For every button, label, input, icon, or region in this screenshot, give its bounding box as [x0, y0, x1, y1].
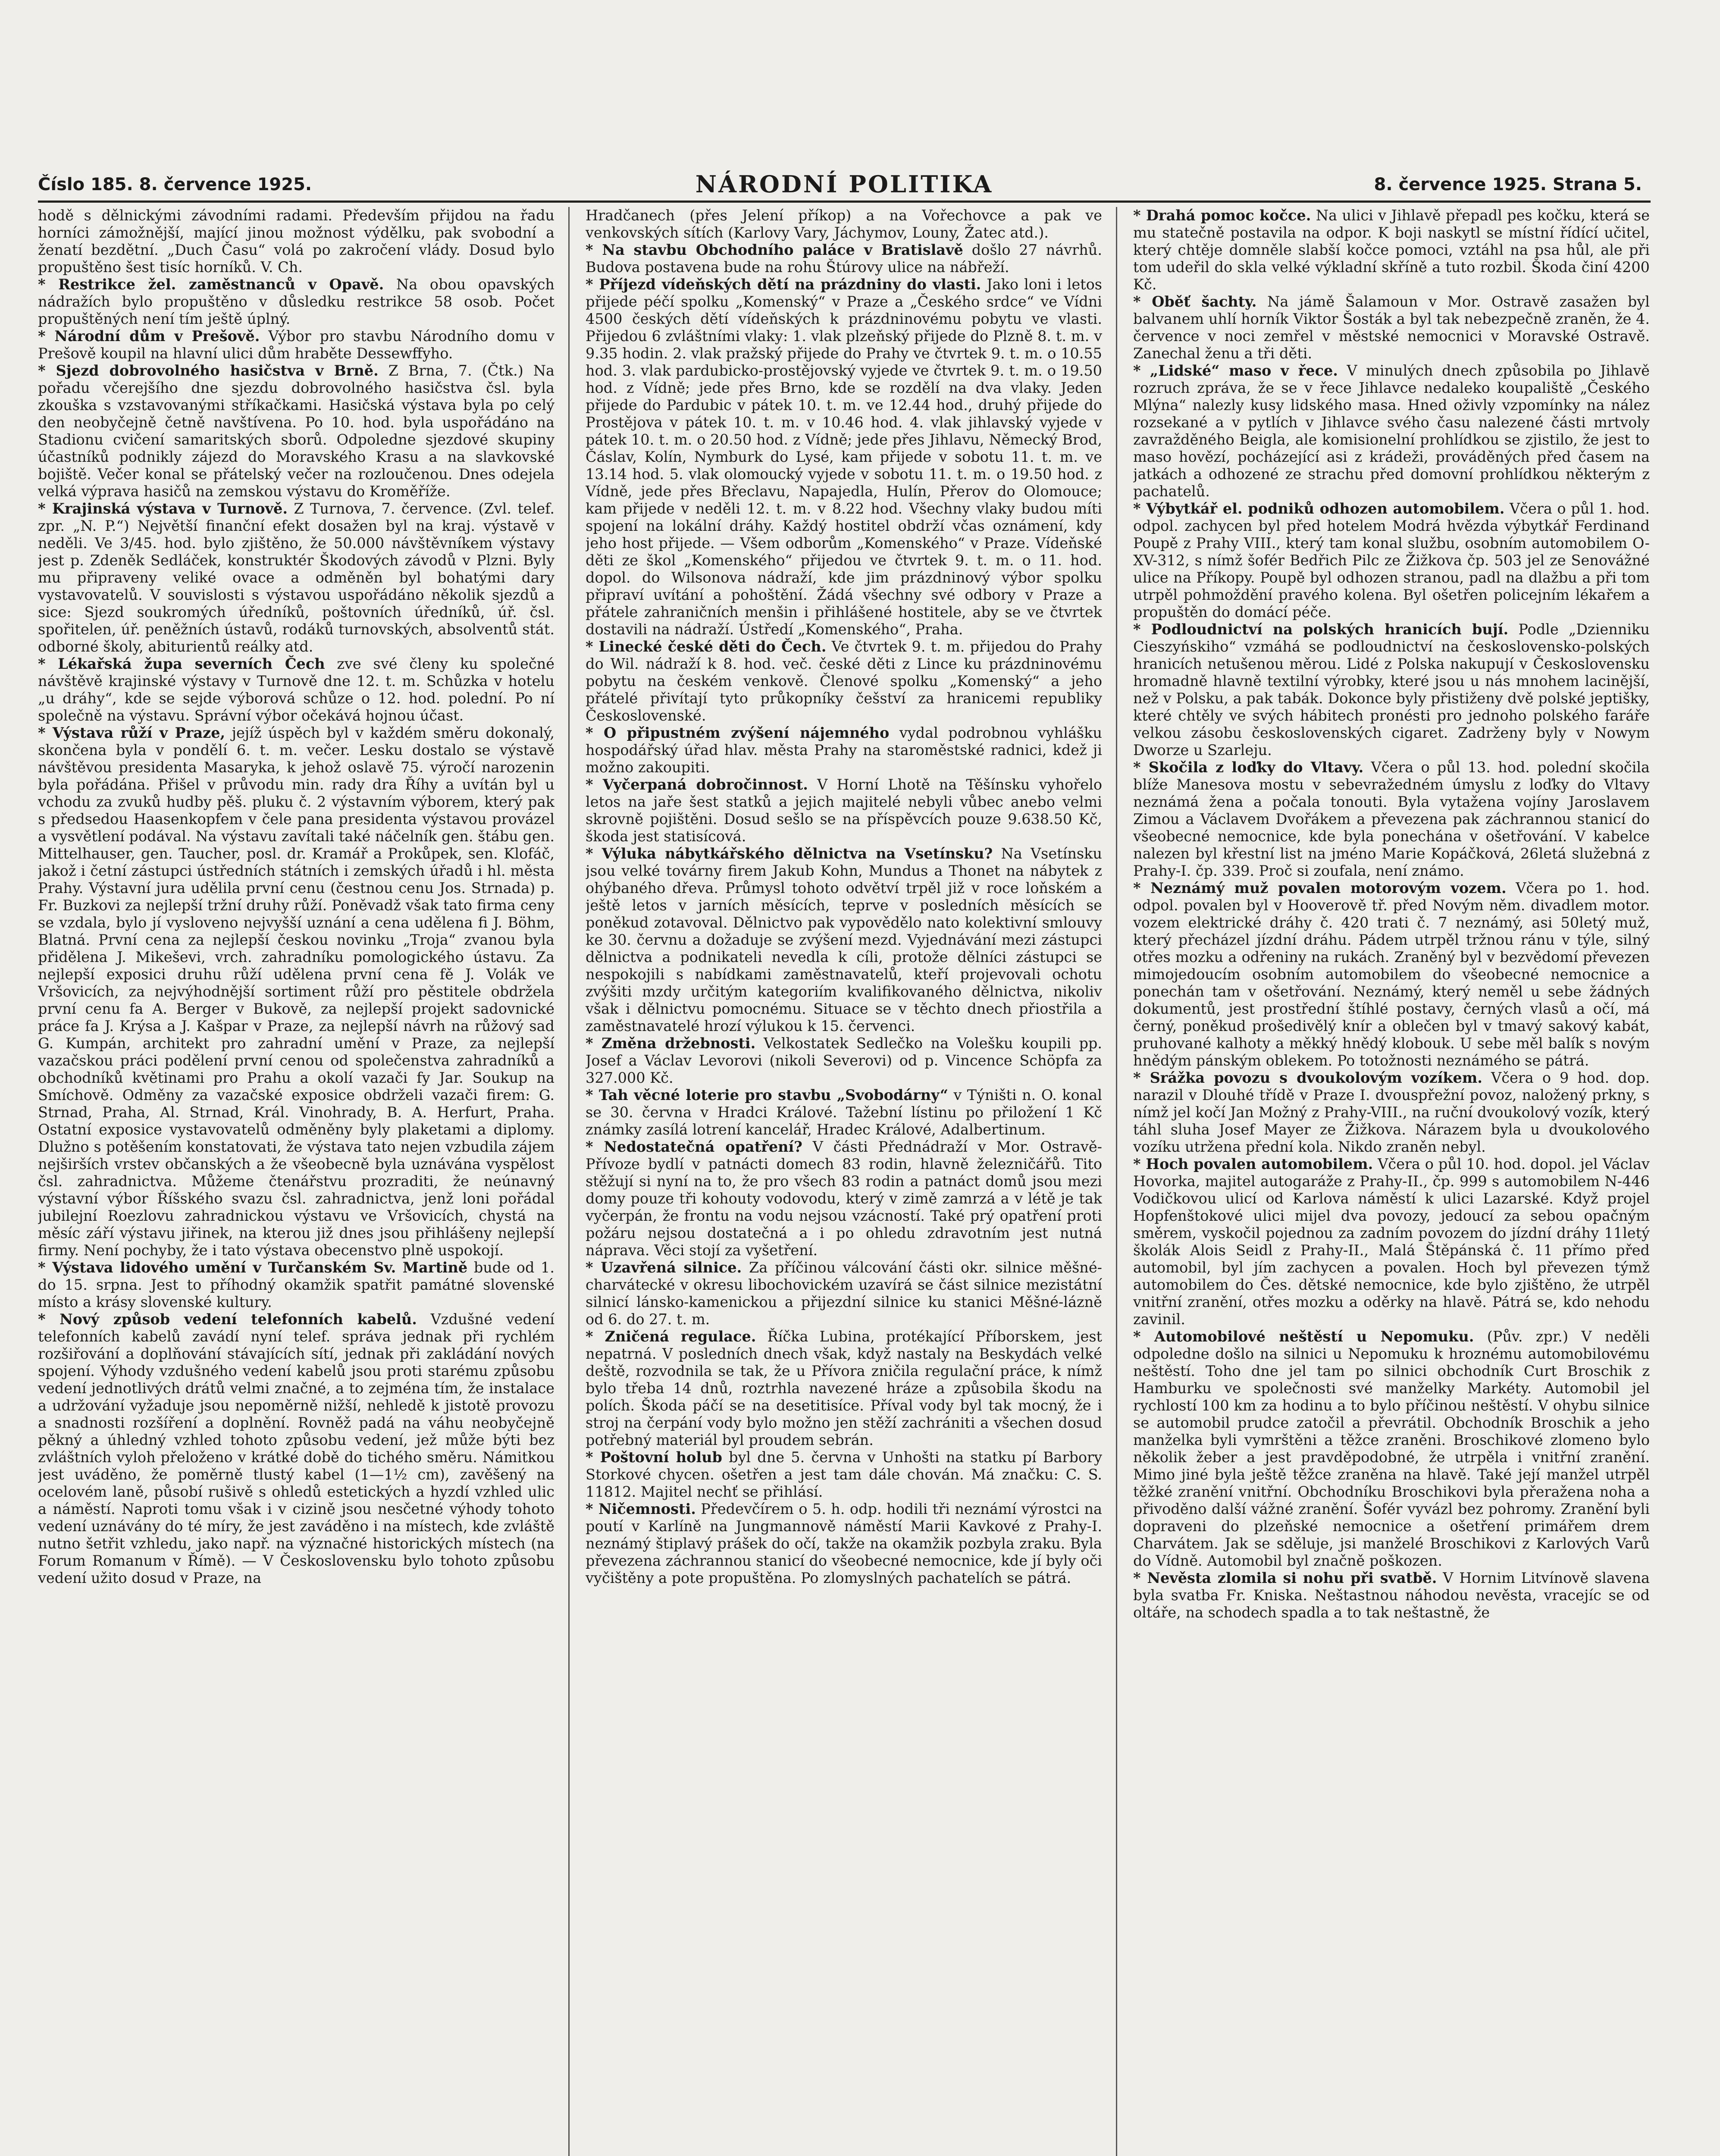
news-body: V Hornim Litvínově slavena byla svatba Fr. Kniska. Neštastnou náhodou nevěsta, vracejíc se od oltáře, na schodech spadla a to tak neštastně, že — [1133, 1570, 1650, 1621]
news-body: Výbor pro stavbu Národního domu v Prešově koupil na hlavní ulici dům hraběte Dessewffyho. — [38, 328, 555, 362]
news-headline: * Lékařská župa severních Čech — [38, 655, 325, 672]
news-body: hodě s dělnickými závodními radami. Především přijdou na řadu horníci zámožnější, mající jinou možnost výdělku, pak svobodní a ženatí bezdětní. „Duch Času“ volá po zakročení vlády. Dosud bylo propuštěno šest tisíc horníků. V. Ch. — [38, 207, 555, 276]
news-item — [1133, 293, 1650, 362]
news-headline: * Na stavbu Obchodního paláce v Bratislavě — [586, 241, 963, 258]
newspaper-page — [38, 129, 1651, 2156]
news-body: vydal podrobnou vyhlášku hospodářský úřad hlav. města Prahy na staroměstské radnici, kdež ji možno zakoupiti. — [586, 724, 1102, 776]
news-body: byl dne 5. června v Unhošti na statku pí Barbory Storkové chycen. ošetřen a jest tam dále chován. Má značku: C. S. 11812. Majitel nechť se přihlásí. — [586, 1449, 1102, 1500]
news-body: jejíž úspěch byl v každém směru dokonalý, skončena byla v pondělí 6. t. m. večer. Lesku dostalo se výstavě návštěvou presidenta Masaryka, k jehož oslavě 75. výročí narozenin byla pořádána. Přišel v průvodu min. rady dra Říhy a uvítán byl u vchodu za zvuků hudby pěš. pluku č. 2 výstavním výborem, který pak s předsedou Haasenkopfem v čele pana presidenta výstavou provázel a vysvětlení podával. Na výstavu zavítali také náčelník gen. štábu gen. Mittelhauser, gen. Taucher, posl. dr. Kramář a Prokůpek, sen. Klofáč, jakož i četní zástupci ústředních státních i zemských úřadů i hl. města Prahy. Výstavní jura udělila první cenu (čestnou cenu Jos. Strnada) p. Fr. Buzkovi za nejlepší tržní druhy růží. Poněvadž však tato firma ceny se vzdala, bylo jí vysloveno nejvyšší uznání a cena udělena fi J. Böhm, Blatná. První cena za nejlepší českou novinku „Troja“ zvanou byla přidělena J. Mikeševi, vrch. zahradníku pomologického ústavu. Za nejlepší exposici druhu růží udělena první cena fě J. Volák ve Vršovicích, za nejvýhodnější sortiment růží pro pěstitele obdržela první cenu fa A. Berger v Bukově, za nejlepší projekt sadovnické práce fa J. Krýsa a J. Kašpar v Praze, za nejlepší návrh na růžový sad G. Kumpán, architekt pro zahradní umění v Praze, za nejlepší vazačskou práci podělení první cenou od společenstva zahradníků a obchodníků květinami pro Prahu a okolí vazači fy Jar. Soukup na Smíchově. Odměny za vazačské exposice obdrželi vazači firem: G. Strnad, Praha, Al. Strnad, Král. Vinohrady, B. A. Herfurt, Praha. Ostatní exposice vystavovatelů odměněny byly plaketami a diplomy. Dlužno s potěšením konstatovati, že výstava tato nejen vzbudila zájem nejširších vrstev občanských a že všeobecně byla uznávána vyspělost čsl. zahradnictva. Můžeme čtenářstvu prozraditi, že neúnavný výstavní výbor Říšského svazu čsl. zahradnictva, jenž loni pořádal jubilejní Roezlovu zahradnickou výstavu ve Vršovicích, chystá na měsíc září výstavu jiřinek, na kterou již dnes jsou přihlášeny nejlepší firmy. Není pochyby, že i tato výstava obecenstvo plně uspokojí. — [38, 724, 555, 1259]
news-headline: * Sjezd dobrovolného hasičstva v Brně. — [38, 362, 379, 379]
news-headline: * Národní dům v Prešově. — [38, 328, 260, 345]
news-item — [586, 1035, 1102, 1087]
news-headline: * Ničemnosti. — [586, 1501, 696, 1517]
news-item — [1133, 1328, 1650, 1570]
news-item — [38, 276, 555, 328]
news-headline: * Restrikce žel. zaměstnanců v Opavě. — [38, 276, 384, 293]
news-body: (Pův. zpr.) V neděli odpoledne došlo na silnici u Nepomuku k hroznému automobilovému neštěstí. Toho dne jel tam po silnici obchodník Curt Broschik z Hamburku ve společnosti své manželky Markéty. Automobil jel rychlostí 100 km za hodinu a to bylo příčinou neštěstí. V ohybu silnice se automobil prudce zatočil a převrátil. Obchodník Broschik a jeho manželka byli vymrštěni a těžce zraněni. Broschikové zlomeno bylo několik žeber a jest pravděpodobné, že utrpěla i vnitřní zranění. Mimo jiné byla ještě těžce zraněna na hlavě. Také její manžel utrpěl těžké zranění vnitřní. Obchodníku Broschikovi byla přeražena noha a přivoděno další vážné zranění. Šofér vyvázl bez pohromy. Zranění byli dopraveni do plzeňské nemocnice a ošetření primářem drem Charvátem. Jak se sděluje, jsi manželé Broschikovi z Karlových Varů do Vídně. Automobil byl značně poškozen. — [1133, 1328, 1650, 1569]
news-item — [586, 1449, 1102, 1501]
news-item — [38, 207, 555, 276]
news-headline: * Výstava lidového umění v Turčanském Sv. Martině — [38, 1259, 468, 1276]
news-body: zve své členy ku společné návštěvě krajinské výstavy v Turnově dne 12. t. m. Schůzka v hotelu „u dráhy“, kde se sejde výborová schůze o 12. hod. polední. Po ní společně na výstavu. Správní výbor očekává hojnou účast. — [38, 655, 555, 724]
news-body: Na obou opavských nádražích bylo propuštěno v důsledku restrikce 58 osob. Počet propuštěných není tím ještě úplný. — [38, 276, 555, 327]
news-body: v Týništi n. O. konal se 30. června v Hradci Králové. Tažební lístinu po přiložení 1 Kč známky zasílá lotrení kancelář, Hradec Králové, Adalbertinum. — [586, 1087, 1102, 1138]
news-body: bude od 1. do 15. srpna. Jest to příhodný okamžik spatřit památné slovenské místo a krásy slovenské kultury. — [38, 1259, 555, 1310]
news-headline: * O připustném zvýšení nájemného — [586, 724, 890, 741]
news-headline: * Skočila z loďky do Vltavy. — [1133, 759, 1364, 776]
news-item — [586, 776, 1102, 845]
news-body: Za příčinou válcování části okr. silnice měšné-charvátecké v okresu libochovickém uzavírá se část silnice mezistátní silnicí lánsko-kamenickou a přijezdní silnice ku stanici Měšné-lázně od 6. do 27. t. m. — [586, 1259, 1102, 1328]
news-headline: * Srážka povozu s dvoukolovým vozíkem. — [1133, 1069, 1482, 1086]
column-divider — [568, 207, 570, 2156]
news-item — [38, 1311, 555, 1587]
news-body: Předevčírem o 5. h. odp. hodili tři neznámí výrostci na poutí v Karlíně na Jungmannově náměstí Marii Kavkové z Prahy-I. neznámý štiplavý prášek do očí, takže na okamžik pozbyla zraku. Byla převezena záchrannou stanicí do všeobecné nemocnice, kde jí byly oči vyčištěny a pote propuštěna. Po zlomyslných pachatelích se pátrá. — [586, 1501, 1102, 1586]
news-headline: * Neznámý muž povalen motorovým vozem. — [1133, 880, 1507, 896]
news-headline: * Příjezd vídeňských dětí na prázdniny do vlasti. — [586, 276, 981, 293]
news-body: Z Turnova, 7. července. (Zvl. telef. zpr. „N. P.“) Největší finanční efekt dosažen byl na kraj. výstavě v neděli. Ve 3/45. hod. bylo zjištěno, že 50.000 návštěvníkem výstavy jest p. Zdeněk Sedláček, konstruktér Škodových závodů v Plzni. Byly mu připraveny veliké ovace a odměněn byl bohatými dary vystavovatelů. V souvislosti s výstavou uspořádáno několik sjezdů a sice: Sjezd soukromých úředníků, poštovních úředníků, úř. čsl. spořitelen, úř. peněžních ústavů, rodáků turnovských, absolventů stát. odborné školy, abiturientů reálky atd. — [38, 500, 555, 655]
news-headline: * Uzavřená silnice. — [586, 1259, 742, 1276]
text-column-2 — [586, 207, 1102, 2156]
news-body: Říčka Lubina, protékající Příborskem, jest nepatrná. V posledních dnech však, když nastaly na Beskydách velké deště, rozvodnila se tak, že u Přívora zničila regulační práce, k nímž bylo třeba 14 dnů, roztrhla navezené hráze a způsobila škodu na polích. Škoda páčí se na desetitisíce. Příval vody byl tak mocný, že i stroj na čerpání vody bylo možno jen stěží zachrániti a všechen dosud potřebný materiál byl proudem sebrán. — [586, 1328, 1102, 1448]
news-item — [38, 655, 555, 724]
news-item — [38, 362, 555, 500]
news-body: Na ulici v Jihlavě přepadl pes kočku, která se mu statečně postavila na odpor. K boji naskytl se místní řídící učitel, který chtěje domněle slabší kočce pomoci, vztáhl na psa hůl, ale při tom udeřil do skla velké výkladní skříně a tuto rozbil. Škoda činí 4200 Kč. — [1133, 207, 1650, 293]
page-header — [38, 170, 1651, 201]
news-headline: * Tah věcné loterie pro stavbu „Svobodárny“ — [586, 1087, 949, 1103]
news-item — [586, 1328, 1102, 1449]
news-headline: * Výstava růží v Praze, — [38, 724, 226, 741]
news-headline: * Výbytkář el. podniků odhozen automobilem. — [1133, 500, 1505, 517]
news-body: Z Brna, 7. (Čtk.) Na pořadu včerejšího dne sjezdu dobrovolného hasičstva čsl. byla zkouška s vzstavovanými stříkačkami. Hasičská výstava byla po celý den neobyčejně četně navštívena. Po 10. hod. byla uspořádáno na Stadionu cvičení samaritských sborů. Odpoledne sjezdové skupiny účastníků podnikly zájezd do Moravského Krasu a na slavkovské bojiště. Večer konal se přátelský večer na rozloučenou. Dnes odejela velká výprava hasičů na zemskou výstavu do Kroměříže. — [38, 362, 555, 500]
news-body: Na Vsetínsku jsou velké továrny firem Jakub Kohn, Mundus a Thonet na nábytek z ohýbaného dřeva. Průmysl tohoto odvětví trpěl již v roce loňském a ještě letos v jarních měsících, teprve v posledních měsících se poněkud zotavoval. Dělnictvo pak vypovědělo nato kolektivní smlouvy ke 30. červnu a dožaduje se zvýšení mezd. Vyjednávání mezi zástupci dělnictva a podnikateli nevedla k cíli, protože dělníci zástupci se nespokojili s nabídkami zaměstnavatelů, kteří projevovali ochotu zvýšiti mzdy určitým kategoriím kvalifikovaného dělnictva, nikoliv však i dělnictvu pomocnému. Situace se v těchto dnech přiostřila a zaměstnavatelé hrozí výlukou k 15. červenci. — [586, 845, 1102, 1034]
news-headline: * Vyčerpaná dobročinnost. — [586, 776, 808, 793]
news-body: V minulých dnech způsobila po Jihlavě rozruch zpráva, že se v řece Jihlavce nedaleko koupaliště „Českého Mlýna“ nalezly kusy lidského masa. Hned oživly vzpomínky na nález rozsekané a v pytlích v Jihlavce svého času nalezené části mrtvoly zavražděného Beigla, ale komisionelní prohlídkou se zjistilo, že jest to maso hovězí, pocházející asi z krádeži, prováděných před časem na jatkách a odhozené ze strachu před domovní prohlídkou některým z pachatelů. — [1133, 362, 1650, 500]
news-body: Včera o půl 13. hod. polední skočila blíže Manesova mostu v sebevražedném úmyslu z loďky do Vltavy neznámá žena a počala tonouti. Byla vytažena vojíny Jaroslavem Zimou a Václavem Dvořákem a převezena pak záchrannou stanicí do všeobecné nemocnice, kde byla ponechána v ošetřování. V kabelce nalezen byl křestní list na jméno Marie Kopáčková, 26letá služebná z Prahy-I. čp. 339. Proč si zoufala, není známo. — [1133, 759, 1650, 879]
news-item — [1133, 1156, 1650, 1328]
news-item — [586, 1138, 1102, 1259]
news-headline: * Automobilové neštěstí u Nepomuku. — [1133, 1328, 1474, 1345]
news-body: Vzdušné vedení telefonních kabelů zavádí nyní telef. správa jednak při rychlém rozšiřování a doplňování stávajících sítí, jednak při zakládání nových spojení. Výhody vzdušného vedení kabelů jsou proti starému způsobu vedení jednotlivých drátů velmi značné, a to zejména tím, že instalace a udržování vyžaduje jsou nepoměrně nižší, nehledě k jistotě provozu a snadnosti rozšíření a doplnění. Rovněž padá na váhu neobyčejně pěkný a úhledný vzhled tohoto způsobu vedení, jež může býti bez zvláštních vyloh přeloženo v krátké době do tichého směru. Námitkou jest uváděno, že poměrně tlustý kabel (1—1½ cm), zavěšený na ocelovém laně, působí rušivě s ohledů estetických a hyzdí vzhled ulic a náměstí. Naproti tomu však i v cizině jsou nesčetné výhody tohoto vedení uznávány do té míry, že jest zaváděno i na místech, kde zvláště nutno šetřit vzhledu, jako např. na význačné historických místech (na Forum Romanum v Římě). — V Československu bylo tohoto způsobu vedení užito dosud v Praze, na — [38, 1311, 555, 1586]
column-divider — [1116, 207, 1117, 2156]
news-headline: * Nový způsob vedení telefonních kabelů. — [38, 1311, 417, 1328]
news-body: Jako loni i letos přijede péčí spolku „Komenský“ v Praze a „Českého srdce“ ve Vídni 4500 českých dětí vídeňských k prázdninovému pobytu ve vlasti. Přijedou 6 zvláštními vlaky: 1. vlak plzeňský přijede do Plzně 8. t. m. v 9.35 hodin. 2. vlak pražský přijede do Prahy ve čtvrtek 9. t. m. o 10.55 hod. 3. vlak pardubicko-prostějovský vyjede ve čtvrtek 9. t. m. o 19.50 hod. z Vídně; jede přes Brno, kde se rozdělí na dva vlaky. Jeden přijede do Pardubic v pátek 10. t. m. ve 12.44 hod., druhý přijede do Prostějova v pátek 10. t. m. v 10.46 hod. 4. vlak jihlavský vyjede v pátek 10. t. m. o 20.50 hod. z Vídně; jede přes Jihlavu, Německý Brod, Čáslav, Kolín, Nymburk do Lysé, kam přijede v sobotu 11. t. m. ve 13.14 hod. 5. vlak olomoucký vyjede v sobotu 11. t. m. o 19.50 hod. z Vídně, jede přes Břeclavu, Napajedla, Hulín, Přerov do Olomouce; kam přijede v neděli 12. t. m. v 8.22 hod. Všechny vlaky budou míti spojení na lokální dráhy. Každý hostitel obdrží včas oznámení, kdy jeho host přijede. — Všem odborům „Komenského“ v Praze. Vídeňské děti ze škol „Komenského“ přijedou ve čtvrtek 9. t. m. o 11. hod. dopol. do Wilsonova nádraží, kde jim prázdninový výbor spolku připraví uvítání a pohoštění. Žádá všechny své odbory v Praze a přátele zahraničních menšin i přihlášené hostitele, aby se ve čtvrtek dostavili na nádraží. Ústředí „Komenského“, Praha. — [586, 276, 1102, 638]
news-body: Ve čtvrtek 9. t. m. přijedou do Prahy do Wil. nádraží k 8. hod. več. české děti z Lince ku prázdninovému pobytu na českém venkově. Členové spolku „Komenský“ a jeho přátelé přivítají tyto průkopníky češství za hranicemi republiky Československé. — [586, 638, 1102, 724]
news-item — [1133, 500, 1650, 621]
news-item — [38, 724, 555, 1259]
news-body: Hradčanech (přes Jelení příkop) a na Vořechovce a pak ve venkovských sítích (Karlovy Vary, Jáchymov, Louny, Žatec atd.). — [586, 207, 1102, 241]
news-body: Podle „Dzienniku Cieszyńskiho“ vzmáhá se podloudnictví na československo-polských hranicích netušenou měrou. Lidé z Polska nakupují v Československu hromadně hlavně textilní výrobky, které jsou u nás mnohem lacinější, než v Polsku, a pak tabák. Dokonce byly přistiženy dvě polské jeptišky, které chtěly ve svých hábitech pronésti pro jednoho polského faráře velkou zásobu československých cigaret. Zadrženy byly v Nowym Dworze u Szarleju. — [1133, 621, 1650, 758]
news-body: V Horní Lhotě na Těšínsku vyhořelo letos na jaře šest statků a jejich majitelé nebyli vůbec anebo velmi skrovně pojištěni. Dosud sešlo se na příspěvcích pouze 9.638.50 Kč, škoda jest statisícová. — [586, 776, 1102, 845]
text-column-3 — [1133, 207, 1650, 2156]
news-headline: * Oběť šachty. — [1133, 293, 1257, 310]
news-item — [586, 1501, 1102, 1587]
news-headline: * Výluka nábytkářského dělnictva na Vsetínsku? — [586, 845, 993, 862]
news-item — [586, 276, 1102, 638]
news-body: Včera o 9 hod. dop. narazil v Dlouhé třídě v Praze I. dvouspřežní povoz, naložený prkny, s nímž jel kočí Jan Možný z Prahy-VIII., na ruční dvoukolový vozík, který táhl sluha Josef Mayer ze Žižkova. Nárazem byla u dvoukolového vozíku utržena přední kola. Nikdo zraněn nebyl. — [1133, 1069, 1650, 1155]
news-item — [1133, 207, 1650, 293]
news-item — [1133, 1570, 1650, 1621]
news-item — [38, 500, 555, 655]
text-column-1 — [38, 207, 555, 2156]
news-item — [586, 1087, 1102, 1138]
news-item — [586, 845, 1102, 1035]
news-headline: * Poštovní holub — [586, 1449, 722, 1466]
news-item — [38, 328, 555, 362]
news-headline: * Podloudnictví na polských hranicích bují. — [1133, 621, 1509, 638]
news-item — [1133, 759, 1650, 880]
news-body: Včera o půl 10. hod. dopol. jel Václav Hovorka, majitel autogaráže z Prahy-II., čp. 999 s automobilem N-446 Vodičkovou ulicí od Karlova náměstí k ulici Lazarské. Když projel Hopfenštokové ulici mijel dva povozy, jedoucí za sebou opačným směrem, vyskočil pojednou za zadním povozem do jízdní dráhy 11letý školák Alois Seidl z Prahy-II., Malá Štěpánská č. 11 přímo před automobil, byl jím zachycen a povalen. Hoch byl převezen týmž automobilem do Čes. dětské nemocnice, kde bylo zjištěno, že utrpěl vnitřní zranění, otřes mozku a oděrky na hlavě. Pátrá se, kdo nehodu zavinil. — [1133, 1156, 1650, 1328]
news-headline: * Hoch povalen automobilem. — [1133, 1156, 1373, 1172]
news-headline: * Drahá pomoc kočce. — [1133, 207, 1311, 224]
issue-number-date: Číslo 185. 8. července 1925. — [38, 175, 312, 194]
news-item — [1133, 880, 1650, 1069]
news-body: Na jámě Šalamoun v Mor. Ostravě zasažen byl balvanem uhlí horník Viktor Šosták a byl tak nebezpečně zraněn, že 4. července v noci zemřel v městské nemocnici v Moravské Ostravě. Zanechal ženu a tři děti. — [1133, 293, 1650, 362]
news-body: Včera po 1. hod. odpol. povalen byl v Hooverově tř. před Novým něm. divadlem motor. vozem elektrické dráhy č. 420 trati č. 7 neznámý, asi 50letý muž, který přecházel jízdní dráhu. Pádem utrpěl tržnou ránu v týle, silný otřes mozku a odřeniny na rukách. Zraněný byl v bezvědomí převezen mimojedoucím osobním automobilem do všeobecné nemocnice a ponechán tam v ošetřování. Neznámý, který neměl u sebe žádných dokumentů, jest prostřední štíhlé postavy, černých vlasů a očí, má černý, poněkud prošedivělý knír a oblečen byl v tmavý sakový kabát, pruhované kalhoty a měkký hnědý klobouk. U sebe měl balík s novým hnědým pánským oblekem. Po totožnosti neznámého se pátrá. — [1133, 880, 1650, 1069]
news-body: Včera o půl 1. hod. odpol. zachycen byl před hotelem Modrá hvězda výbytkář Ferdinand Poupě z Prahy VIII., který tam konal službu, osobním automobilem O-XV-312, s nímž šofér Bedřich Pilc ze Žižkova čp. 503 jel ze Senovážné ulice na Příkopy. Poupě byl odhozen stranou, padl na dlažbu a při tom utrpěl pohmoždění pravého kolena. Byl ošetřen policejním lékařem a propuštěn do domácí péče. — [1133, 500, 1650, 620]
news-headline: * „Lidské“ maso v řece. — [1133, 362, 1338, 379]
news-body: V části Přednádraží v Mor. Ostravě-Přívoze bydlí v patnácti domech 83 rodin, hlavně železničářů. Tito stěžují si nyní na to, že pro všech 83 rodin a patnáct domů jsou mezi domy pouze tři kohouty vodovodu, který v zimě zamrzá a v létě je tak vyčerpán, že frontu na vodu nejsou vzácností. Také prý opatření proti požáru nejsou dostatečná a i po ohledu zdravotním jest nutná náprava. Věci stojí za vyšetření. — [586, 1138, 1102, 1259]
news-item — [586, 241, 1102, 276]
news-item — [586, 638, 1102, 724]
news-headline: * Krajinská výstava v Turnově. — [38, 500, 288, 517]
news-item — [1133, 362, 1650, 500]
news-headline: * Nevěsta zlomila si nohu při svatbě. — [1133, 1570, 1437, 1586]
page-date-number: 8. července 1925. Strana 5. — [1374, 175, 1642, 194]
masthead-title: NÁRODNÍ POLITIKA — [695, 170, 993, 198]
news-item — [1133, 1069, 1650, 1156]
news-headline: * Změna držebnosti. — [586, 1035, 756, 1052]
news-headline: * Nedostatečná opatření? — [586, 1138, 802, 1155]
news-headline: * Linecké české děti do Čech. — [586, 638, 827, 655]
news-body: došlo 27 návrhů. Budova postavena bude na rohu Štúrovy ulice na nábřeží. — [586, 241, 1102, 276]
news-item — [1133, 621, 1650, 759]
news-item — [38, 1259, 555, 1311]
news-item — [586, 1259, 1102, 1328]
header-rule — [38, 201, 1651, 203]
news-item — [586, 207, 1102, 241]
news-body: Velkostatek Sedlečko na Volešku koupili pp. Josef a Václav Levorovi (nikoli Severovi) od p. Vincence Schöpfa za 327.000 Kč. — [586, 1035, 1102, 1086]
news-item — [586, 724, 1102, 776]
news-headline: * Zničená regulace. — [586, 1328, 756, 1345]
